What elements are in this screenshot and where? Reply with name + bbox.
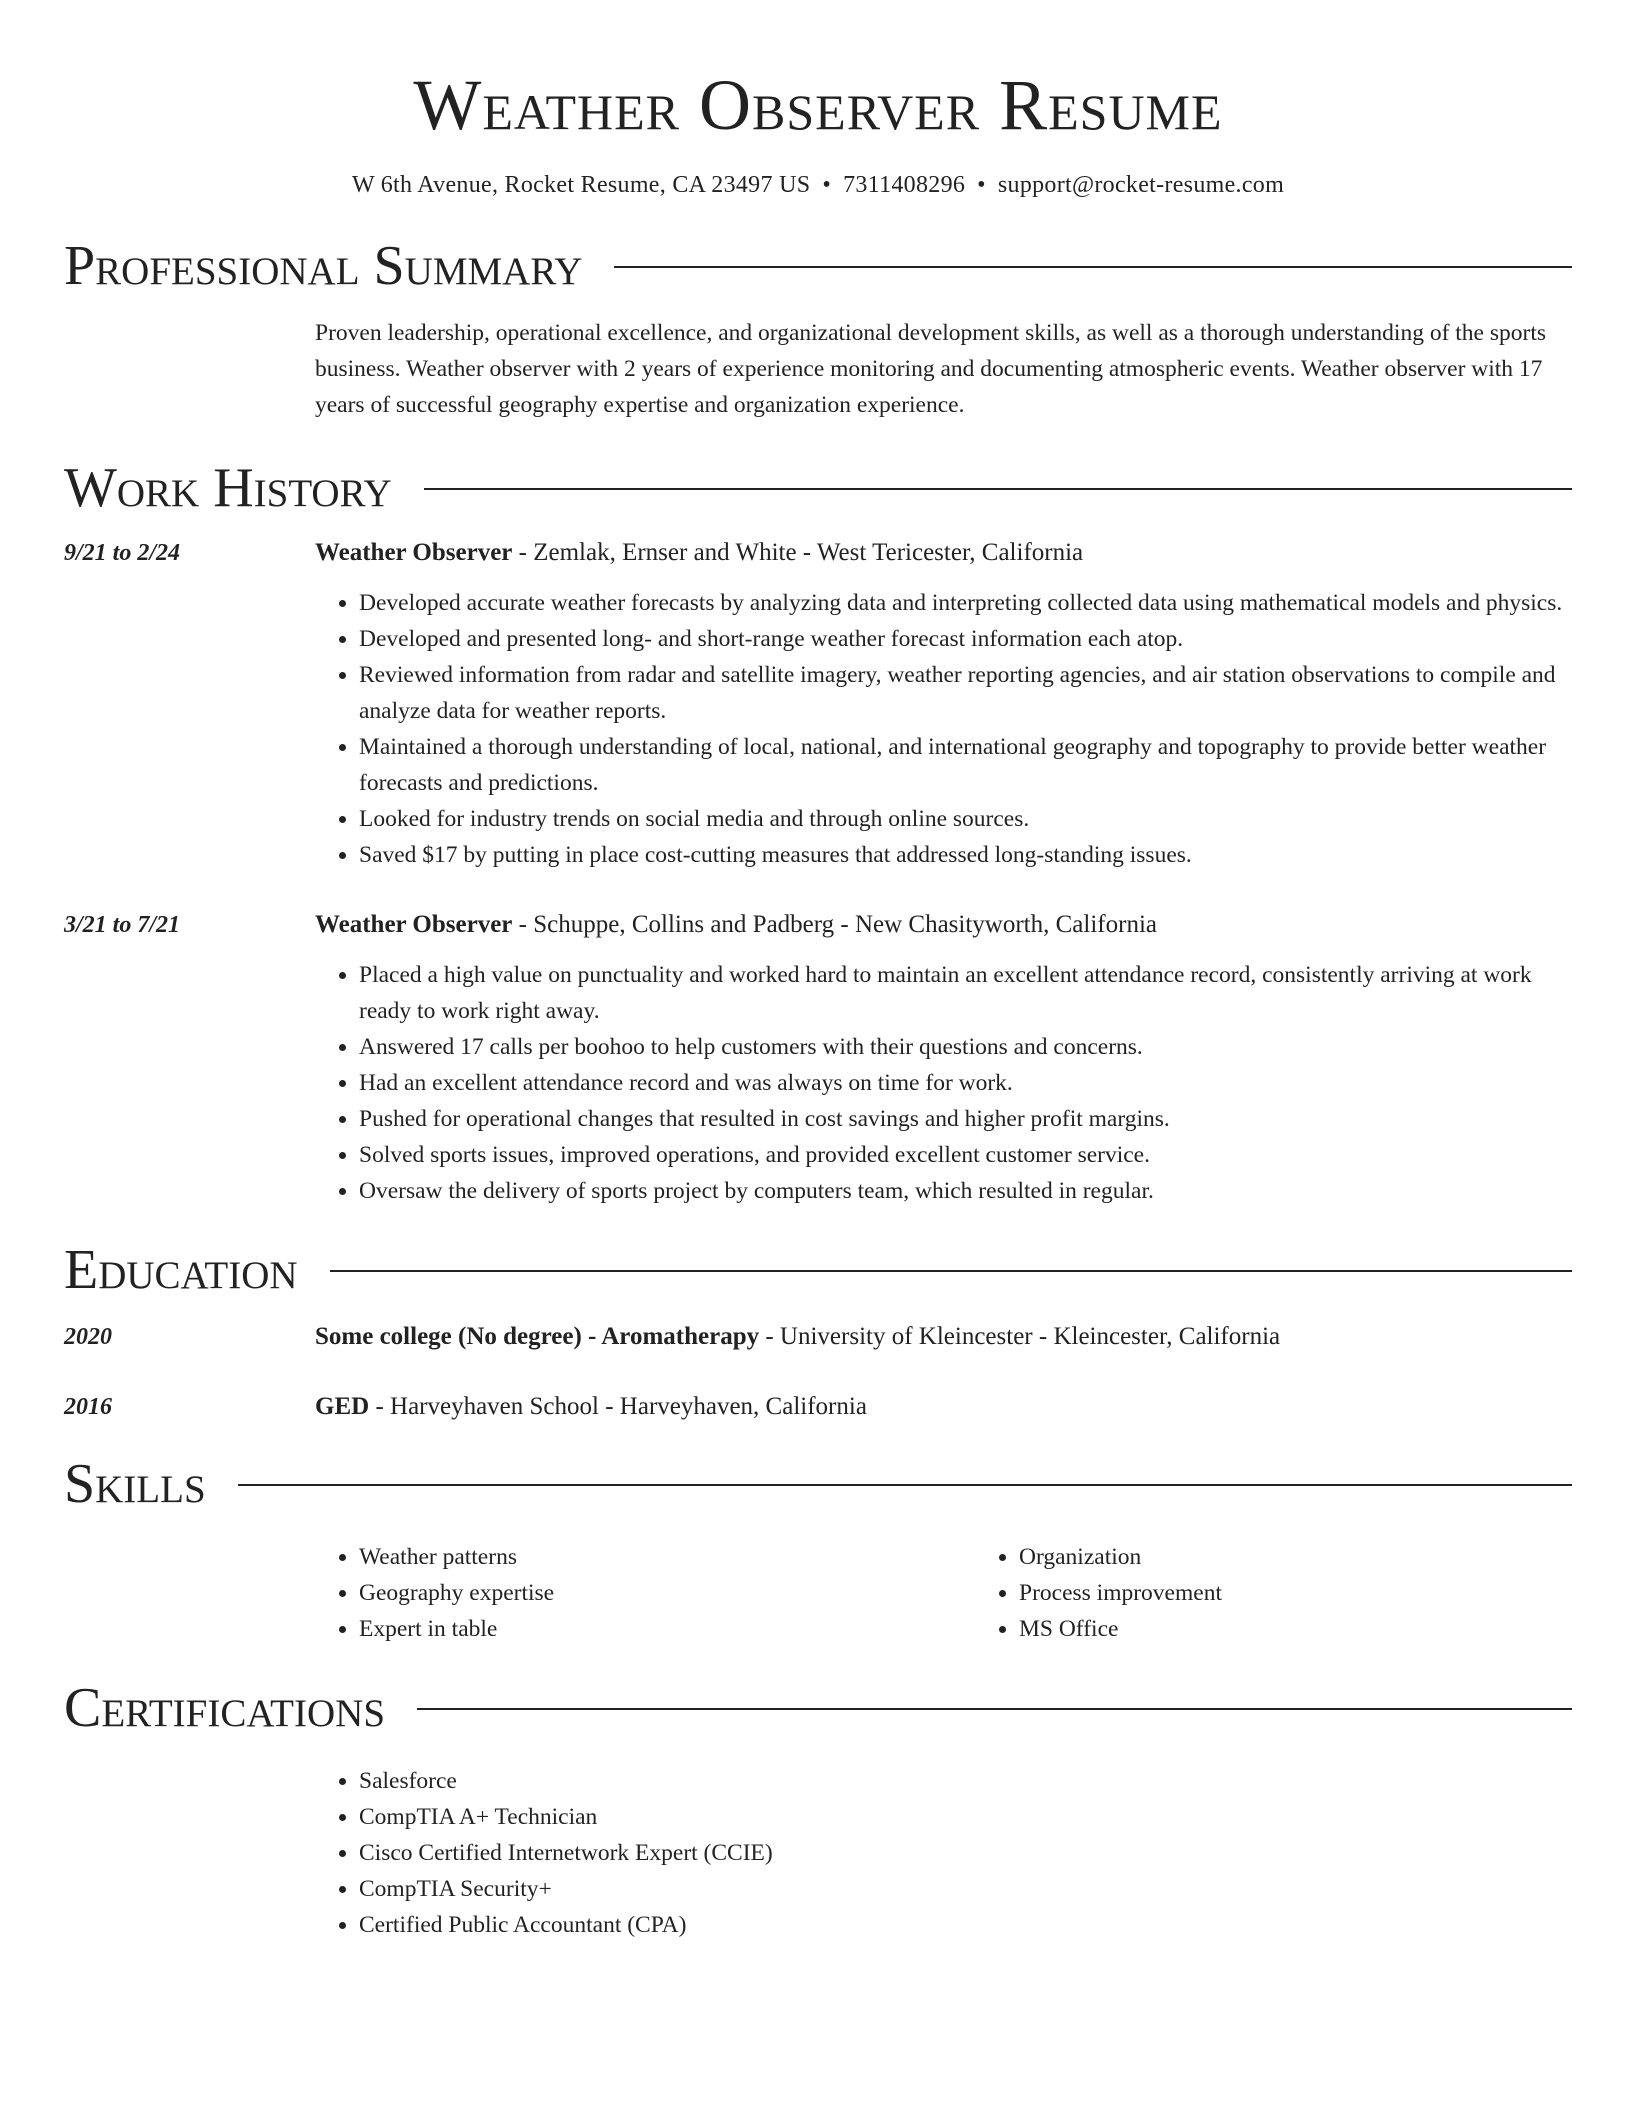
job-bullets (315, 957, 1572, 1209)
job-title-line (315, 535, 1572, 571)
skills-list-right (975, 1539, 1632, 1647)
education-year: 2016 (64, 1394, 112, 1420)
work-heading: Work History (64, 457, 392, 519)
list-item: • CompTIA Security+ (359, 1871, 1572, 1907)
work-section-header (64, 453, 1572, 523)
education-body (315, 1389, 1572, 1425)
job-details: - Schuppe, Collins and Padberg - New Chasityworth, California (512, 911, 1157, 938)
job-dates: 3/21 to 7/21 (64, 912, 181, 938)
list-item: • Weather patterns (359, 1539, 975, 1575)
skills-left-spacer (64, 1519, 315, 1647)
list-item: • Expert in table (359, 1611, 975, 1647)
education-entry (64, 1389, 1572, 1425)
section-divider (424, 488, 1572, 490)
education-details: - University of Kleincester - Kleincester, California (759, 1323, 1281, 1350)
job-details: - Zemlak, Ernser and White - West Tericester, California (512, 539, 1084, 566)
separator: • (977, 172, 986, 198)
skills-list-left (315, 1539, 975, 1647)
skills-heading: Skills (64, 1453, 206, 1515)
certifications-section-header (64, 1673, 1572, 1743)
job-body (315, 907, 1572, 1209)
education-section-header (64, 1235, 1572, 1305)
email: support@rocket-resume.com (997, 172, 1285, 198)
section-divider (614, 266, 1572, 268)
list-item: • Developed accurate weather forecasts by analyzing data and interpreting collected data using mathematical models and physics. (359, 585, 1572, 621)
certifications-heading: Certifications (64, 1677, 386, 1739)
education-degree: Some college (No degree) - Aromatherapy (315, 1323, 760, 1350)
list-item: • Organization (1019, 1539, 1632, 1575)
job-dates: 9/21 to 2/24 (64, 540, 181, 566)
list-item: • Solved sports issues, improved operations, and provided excellent customer service. (359, 1137, 1572, 1173)
job-entry (64, 907, 1572, 1209)
list-item: • CompTIA A+ Technician (359, 1799, 1572, 1835)
summary-heading: Professional Summary (64, 235, 583, 297)
list-item: • MS Office (1019, 1611, 1632, 1647)
skills-section-header (64, 1449, 1572, 1519)
summary-left-spacer (64, 315, 315, 423)
job-entry (64, 535, 1572, 873)
address: W 6th Avenue, Rocket Resume, CA 23497 US (351, 172, 811, 198)
education-degree: GED (315, 1393, 370, 1420)
contact-line (64, 172, 1572, 199)
education-body (315, 1319, 1572, 1355)
separator: • (822, 172, 832, 198)
education-entry (64, 1319, 1572, 1355)
list-item: • Certified Public Accountant (CPA) (359, 1907, 1572, 1943)
list-item: • Saved $17 by putting in place cost-cutting measures that addressed long-standing issues. (359, 837, 1572, 873)
job-title-line (315, 907, 1572, 943)
certifications-row (64, 1743, 1572, 1943)
summary-row (64, 315, 1572, 423)
education-details: - Harveyhaven School - Harveyhaven, California (369, 1393, 867, 1420)
education-year: 2020 (64, 1324, 112, 1350)
skills-columns (315, 1519, 1632, 1647)
list-item: • Salesforce (359, 1763, 1572, 1799)
job-bullets (315, 585, 1572, 873)
list-item: • Had an excellent attendance record and was always on time for work. (359, 1065, 1572, 1101)
skills-row (64, 1519, 1572, 1647)
certifications-body (315, 1743, 1572, 1943)
list-item: • Reviewed information from radar and satellite imagery, weather reporting agencies, and air station observations to compile and analyze data for weather reports. (359, 657, 1572, 729)
list-item: • Developed and presented long- and short-range weather forecast information each atop. (359, 621, 1572, 657)
list-item: • Cisco Certified Internetwork Expert (CCIE) (359, 1835, 1572, 1871)
section-divider (330, 1270, 1572, 1272)
summary-section-header (64, 231, 1572, 301)
resume-name: Weather Observer Resume (413, 65, 1223, 145)
list-item: • Geography expertise (359, 1575, 975, 1611)
list-item: • Pushed for operational changes that resulted in cost savings and higher profit margins. (359, 1101, 1572, 1137)
job-title: Weather Observer (315, 539, 513, 566)
education-heading: Education (64, 1239, 298, 1301)
list-item: • Placed a high value on punctuality and worked hard to maintain an excellent attendance record, consistently arriving at work ready to work right away. (359, 957, 1572, 1029)
list-item: • Maintained a thorough understanding of local, national, and international geography and topography to provide better weather forecasts and predictions. (359, 729, 1572, 801)
job-body (315, 535, 1572, 873)
list-item: • Looked for industry trends on social media and through online sources. (359, 801, 1572, 837)
certifications-list (315, 1763, 1572, 1943)
section-divider (238, 1484, 1572, 1486)
list-item: • Oversaw the delivery of sports project by computers team, which resulted in regular. (359, 1173, 1572, 1209)
list-item: • Process improvement (1019, 1575, 1632, 1611)
section-divider (417, 1708, 1572, 1710)
phone: 7311408296 (843, 172, 966, 198)
job-title: Weather Observer (315, 911, 513, 938)
list-item: • Answered 17 calls per boohoo to help customers with their questions and concerns. (359, 1029, 1572, 1065)
summary-text: Proven leadership, operational excellence, and organizational development skills, as well as a thorough understanding of the sports business. Weather observer with 2 years of experience monitoring and documenting atmospheric events. Weather observer with 17 years of successful geography expertise and organization experience. (315, 320, 1547, 418)
certifications-left-spacer (64, 1743, 315, 1943)
